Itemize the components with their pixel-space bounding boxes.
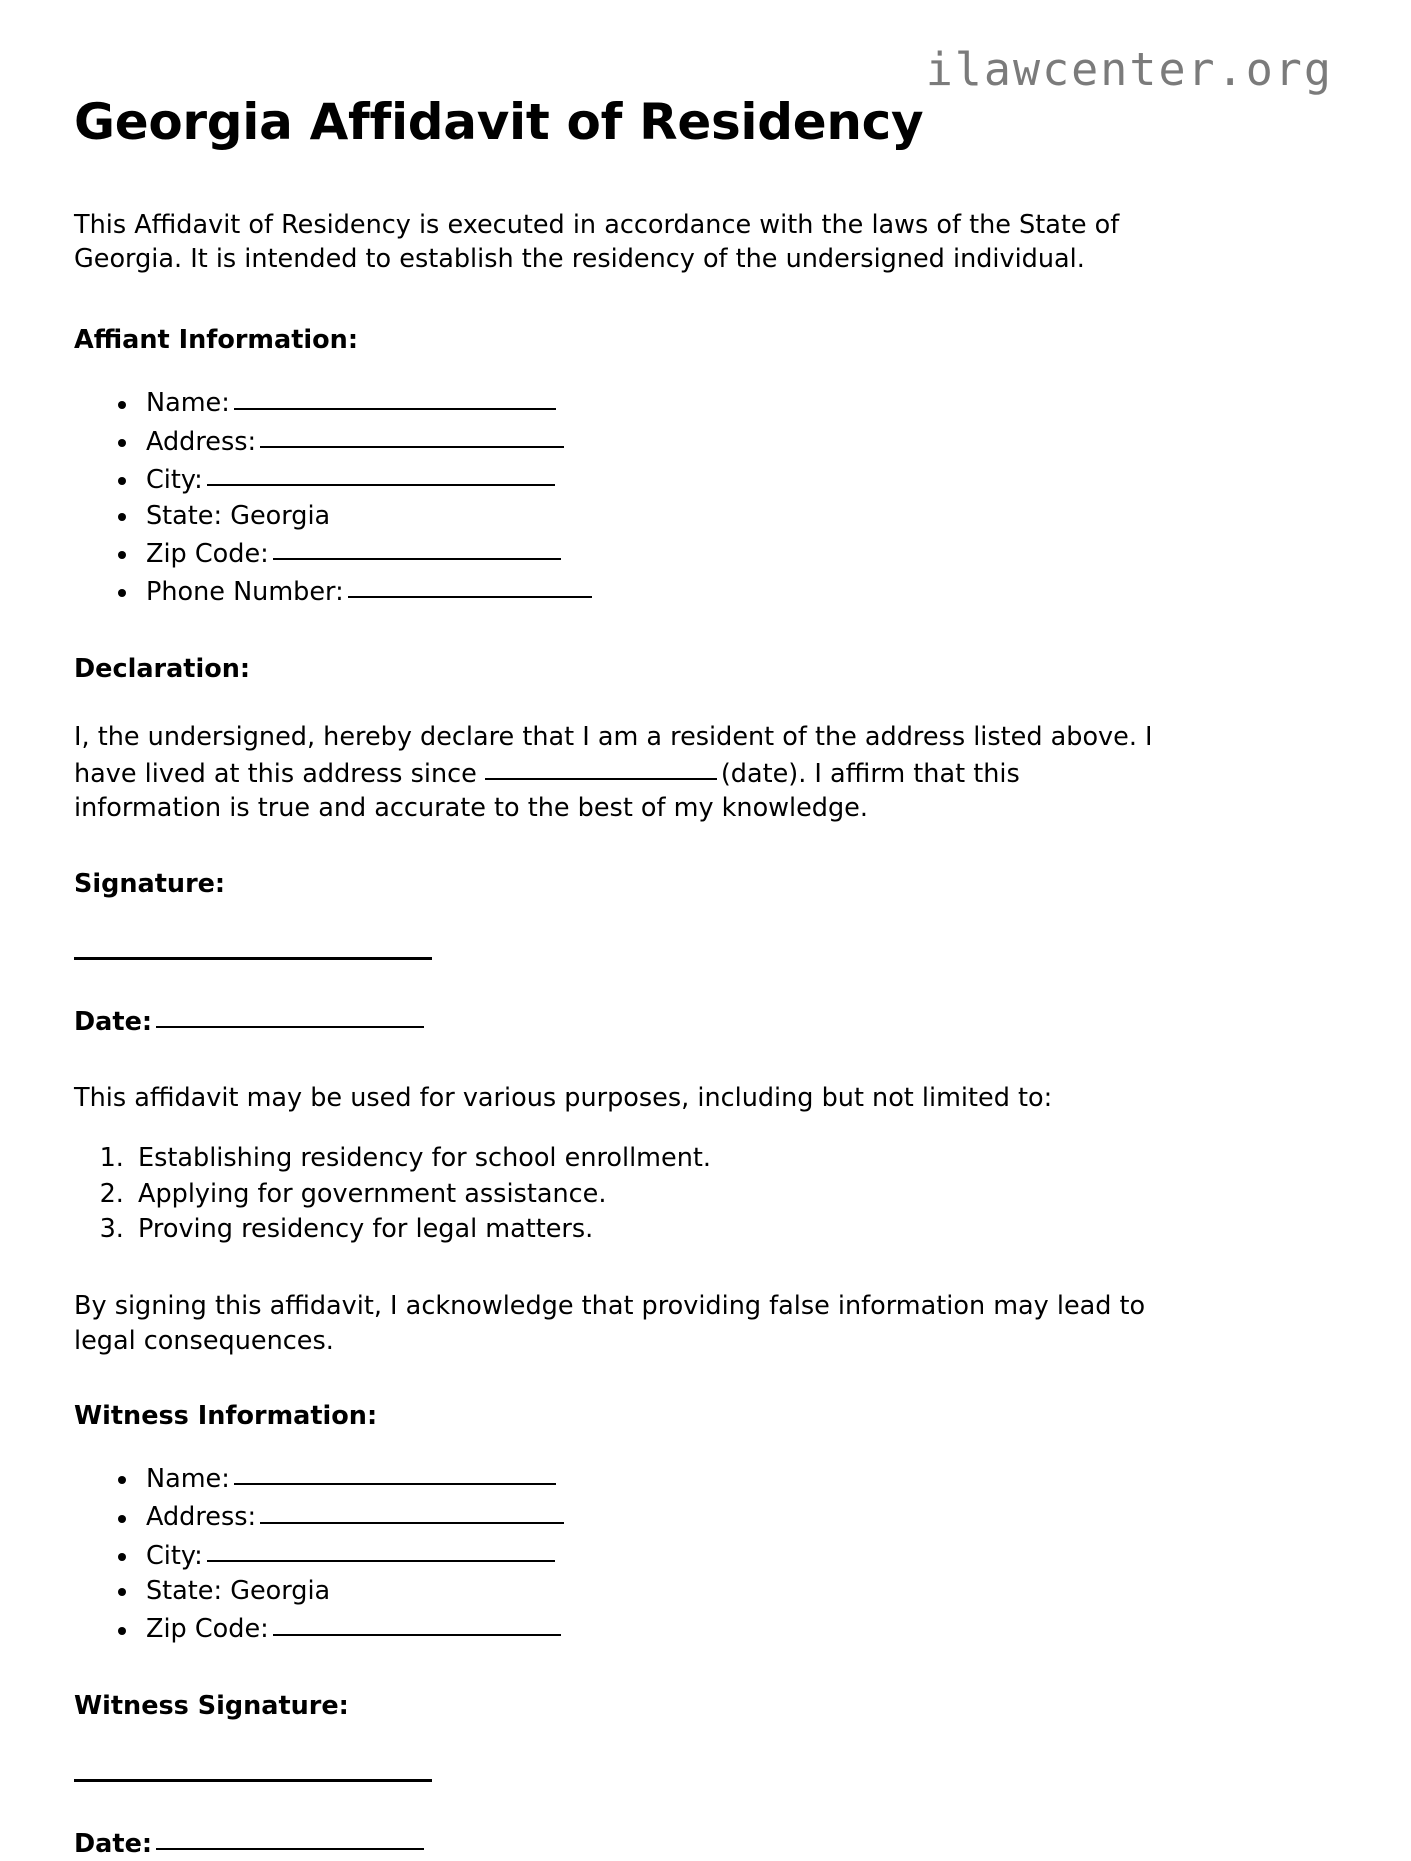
witness-name-field[interactable] [234,1459,556,1485]
witness-information-list [74,1459,1341,1648]
declaration-since-date-field[interactable] [485,754,717,780]
list-item [140,460,1341,498]
watermark-row [74,0,1341,96]
page-title: Georgia Affidavit of Residency [74,93,924,151]
affiant-city-field[interactable] [207,460,555,486]
list-item [140,1459,1341,1497]
purposes-list [74,1141,1341,1247]
list-item [140,422,1341,460]
witness-zip-field[interactable] [273,1609,561,1635]
list-item: 3. Proving residency for legal matters. [132,1212,1341,1247]
witness-address-field[interactable] [260,1497,564,1523]
affiant-zip-label: Zip Code: [146,539,269,570]
affiant-name-field[interactable] [234,383,556,409]
affiant-information-list [74,383,1341,610]
list-item [140,499,1341,534]
site-watermark: ilawcenter.org [925,43,1333,96]
witness-name-label: Name: [146,1464,230,1495]
affiant-address-field[interactable] [260,422,564,448]
list-item [140,1574,1341,1609]
list-item: 1. Establishing residency for school enrollment. [132,1141,1341,1176]
affiant-name-label: Name: [146,388,230,419]
declaration-paragraph [74,720,1164,826]
affiant-information-heading: Affiant Information: [74,325,359,356]
list-item [140,534,1341,572]
witness-information-heading: Witness Information: [74,1400,378,1431]
witness-address-label: Address: [146,1502,257,1533]
list-item [140,572,1341,610]
witness-city-label: City: [146,1540,203,1571]
affiant-state-label: State: Georgia [146,500,331,531]
affiant-address-label: Address: [146,427,257,458]
affiant-phone-field[interactable] [348,572,592,598]
declaration-text-before: I, the undersigned, hereby declare that I am a resident of the address listed above. I have lived at this address since [74,721,1153,790]
witness-signature-line[interactable] [74,1779,432,1782]
witness-zip-label: Zip Code: [146,1614,269,1645]
witness-date-row [74,1824,1341,1861]
affiant-date-field[interactable] [156,1002,424,1028]
signature-heading: Signature: [74,868,226,899]
purposes-intro-paragraph: This affidavit may be used for various purposes, including but not limited to: [74,1083,1053,1113]
witness-date-label: Date: [74,1829,153,1860]
affiant-signature-line[interactable] [74,957,432,960]
witness-date-field[interactable] [156,1824,424,1850]
affiant-date-label: Date: [74,1006,153,1037]
list-item [140,383,1341,421]
list-item [140,1536,1341,1574]
witness-state-label: State: Georgia [146,1576,331,1607]
affiant-date-row [74,1002,1341,1039]
declaration-heading: Declaration: [74,653,251,684]
affiant-phone-label: Phone Number: [146,577,344,608]
affiant-city-label: City: [146,465,203,496]
acknowledgment-paragraph: By signing this affidavit, I acknowledge that providing false information may lead to legal consequences. [74,1291,1146,1356]
intro-paragraph: This Affidavit of Residency is executed in accordance with the laws of the State of Georgia. It is intended to establish the residency of the undersigned individual. [74,210,1120,275]
witness-city-field[interactable] [207,1536,555,1562]
list-item [140,1497,1341,1535]
list-item: 2. Applying for government assistance. [132,1177,1341,1212]
list-item [140,1609,1341,1647]
affiant-zip-field[interactable] [273,534,561,560]
witness-signature-heading: Witness Signature: [74,1690,349,1721]
declaration-text-after: (date). I affirm that this information is true and accurate to the best of my knowledge. [74,759,1020,824]
